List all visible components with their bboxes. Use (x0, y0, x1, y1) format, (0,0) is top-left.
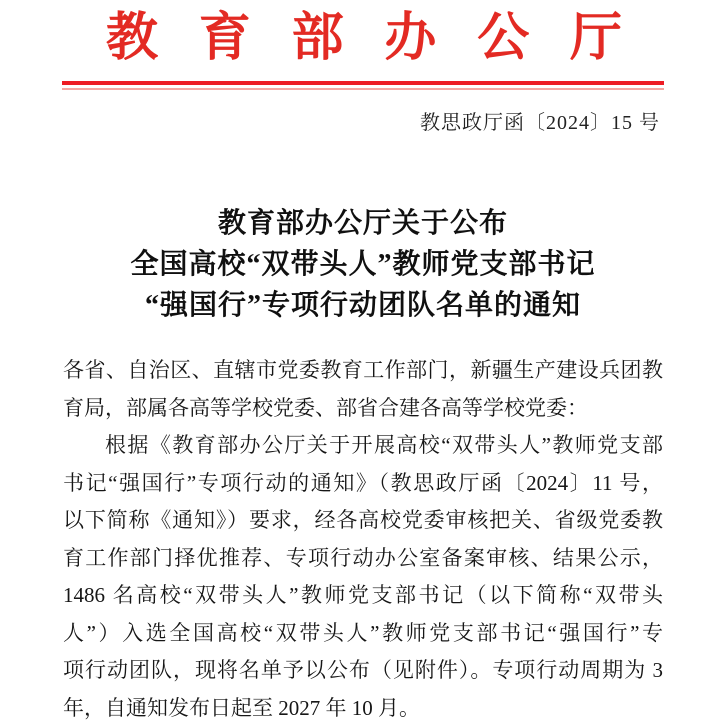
body-line-paragraph-8: 年，自通知发布日起至 2027 年 10 月。 (63, 695, 420, 720)
document-title-line-1: 教育部办公厅关于公布 (217, 208, 508, 239)
body-line-paragraph-6: 人”）入选全国高校“双带头人”教师党支部书记“强国行”专 (63, 620, 663, 645)
letterhead-rule-thin (62, 88, 664, 90)
document-title (0, 203, 726, 326)
body-line-salutation-1: 各省、自治区、直辖市党委教育工作部门，新疆生产建设兵团教 (63, 358, 663, 382)
letterhead-rule-thick (62, 81, 664, 85)
body-line-paragraph-1: 根据《教育部办公厅关于开展高校“双带头人”教师党支部 (105, 433, 663, 457)
document-body (63, 352, 663, 727)
body-line-salutation-2: 育局，部属各高等学校党委、部省合建各高等学校党委： (63, 395, 588, 420)
body-line-paragraph-7: 项行动团队，现将名单予以公布（见附件）。专项行动周期为 3 (63, 658, 663, 682)
document-number: 教思政厅函〔2024〕15 号 (420, 112, 660, 134)
letterhead-agency-name: 教育部办公厅 (106, 10, 622, 67)
body-line-paragraph-2: 书记“强国行”专项行动的通知》（教思政厅函〔2024〕11 号， (63, 470, 663, 495)
body-line-paragraph-4: 育工作部门择优推荐、专项行动办公室备案审核、结果公示， (63, 545, 663, 570)
body-line-paragraph-5: 1486 名高校“双带头人”教师党支部书记（以下简称“双带头 (63, 583, 663, 607)
document-title-line-3: “强国行”专项行动团队名单的通知 (144, 290, 581, 321)
body-line-paragraph-3: 以下简称《通知》）要求，经各高校党委审核把关、省级党委教 (63, 508, 663, 532)
document-title-line-2: 全国高校“双带头人”教师党支部书记 (130, 249, 596, 280)
